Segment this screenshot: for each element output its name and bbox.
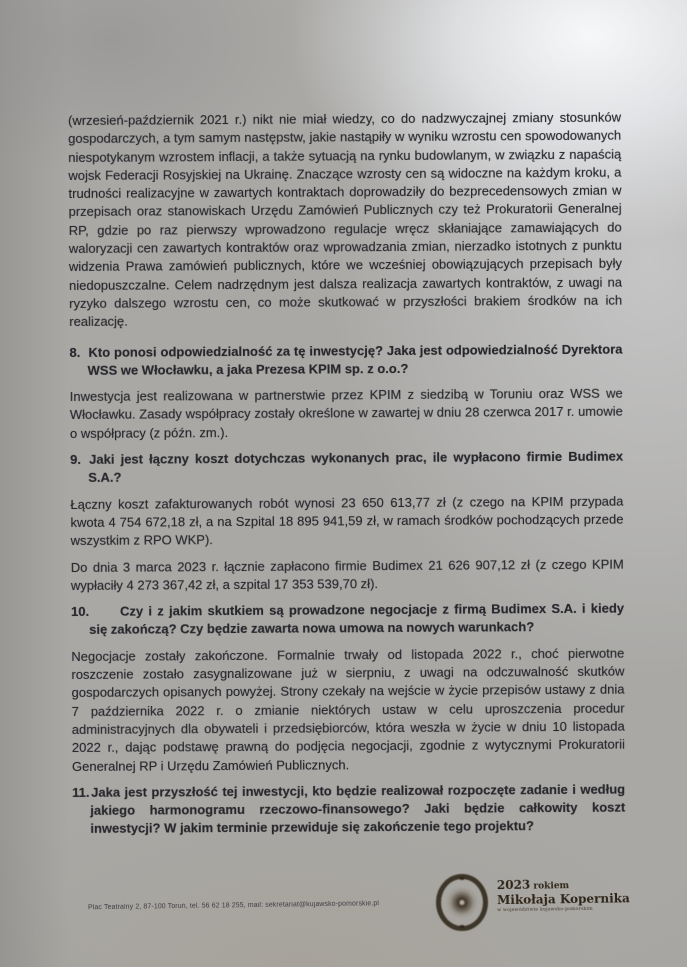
question-8 — [69, 340, 622, 380]
qa-block-8 — [69, 340, 623, 443]
answer-9-part-1: Łączny koszt zafakturowanych robót wynosi 23 650 613,77 zł (z czego na KPIM przypada kwota 4 754 672,18 zł, a na Szpital 18 895 941,59 zł, w ramach środków pochodzących przede wszystkim z RPO WKP). — [70, 493, 624, 549]
question-11-number: 11. — [72, 784, 90, 800]
answer-9-part-2: Do dnia 3 marca 2023 r. łącznie zapłacono firmie Budimex 21 626 907,12 zł (z czego KPIM wypłaciły 4 273 367,42 zł, a szpital 17 353 539,70 zł). — [70, 556, 624, 593]
question-10-text: Czy i z jakim skutkiem są prowadzone negocjacje z firmą Budimex S.A. i kiedy się zakończą? Czy będzie zawarta nowa umowa na nowych warunkach? — [89, 600, 625, 638]
question-10 — [71, 600, 624, 640]
logo-rokiem: rokiem — [533, 881, 570, 892]
qa-block-10 — [71, 600, 625, 776]
intro-paragraph: (wrzesień-październik 2021 r.) nikt nie miał wiedzy, co do nadzwyczajnej zmiany stosunków gospodarczych, a tym samym następstw, jakie nastąpiły w wyniku wzrostu cen spowodowanych niespotykanym wzrostem inflacji, a także sytuacją na rynku budowlanym, w związku z napaścią wojsk Federacji Rosyjskiej na Ukrainę. Znaczące wzrosty cen są widoczne na każdym kroku, a trudności realizacyjne w zawartych kontraktach doprowadziły do bezprecedensowych zmian w przepisach oraz stanowiskach Urzędu Zamówień Publicznych czy też Prokuratorii Generalnej RP, gdzie po raz pierwszy wprowadzono regulacje wręcz skłaniające zamawiających do waloryzacji cen zawartych kontraktów oraz wprowadzania zmian, nierzadko istotnych z punktu widzenia Prawa zamówień publicznych, które we wcześniej obowiązujących przepisach były niedopuszczalne. Celem nadrzędnym jest dalsza realizacja zawartych kontraktów, z uwagi na ryzyko dalszego wzrostu cen, co może skutkować w przyszłości brakiem środków na ich realizację. — [68, 109, 623, 330]
logo-subtitle: w województwie kujawsko-pomorskim — [497, 906, 593, 913]
logo-name: Mikołaja Kopernika — [496, 891, 630, 908]
logo-year: 2023 — [496, 877, 531, 893]
logo-line-1 — [497, 877, 657, 892]
copernicus-year-logo — [497, 877, 657, 913]
answer-8: Inwestycja jest realizowana w partnerstwie przez KPIM z siedzibą w Toruniu oraz WSS we Włocławku. Zasady współpracy zostały określone w zawartej w dniu 28 czerwca 2017 r. umowie o współpracy (z późn. zm.). — [69, 385, 623, 441]
question-9-text: Jaki jest łączny koszt dotychczas wykonanych prac, ile wypłacono firmie Budimex S.A.? — [88, 448, 624, 486]
question-11-text: Jaka jest przyszłość tej inwestycji, kto będzie realizował rozpoczęte zadanie i według jakiego harmonogramu rzeczowo-finansowego? Jaki będzie całkowity koszt inwestycji? W jakim terminie przewiduje się zakończenie tego projektu? — [90, 781, 626, 837]
qa-block-11 — [72, 780, 625, 838]
question-10-number: 10. — [71, 604, 90, 620]
answer-10: Negocjacje zostały zakończone. Formalnie trwały od listopada 2022 r., choć pierwotne roszczenie zostało zasygnalizowane już w sierpniu, z uwagi na odczuwalność skutków gospodarczych opisanych powyżej. Strony czekały na wejście w życie przepisów ustawy z dnia 7 października 2022 r. o zmianie niektórych ustaw w celu uproszczenia procedur administracyjnych dla obywateli i przedsiębiorców, która weszła w życie w dniu 10 listopada 2022 r., dając podstawę prawną do podjęcia negocjacji, zgodnie z wytycznymi Prokuratorii Generalnej RP i Urzędu Zamówień Publicznych. — [71, 645, 625, 774]
question-8-number: 8. — [69, 344, 81, 360]
question-8-text: Kto ponosi odpowiedzialność za tę inwestycję? Jaka jest odpowiedzialność Dyrektora WSS we Włocławku, a jaka Prezesa KPIM sp. z o.o.? — [87, 341, 623, 378]
copernicus-heliocentric-seal-icon — [436, 874, 488, 931]
document-content — [68, 109, 625, 847]
question-9-number: 9. — [70, 451, 82, 468]
qa-block-9 — [70, 448, 624, 595]
footer-address: Plac Teatralny 2, 87-100 Toruń, tel. 56 62 18 255, mail: sekretariat@kujawsko-pomorskie.pl — [87, 900, 380, 912]
question-9 — [70, 448, 623, 488]
question-11 — [72, 780, 625, 838]
